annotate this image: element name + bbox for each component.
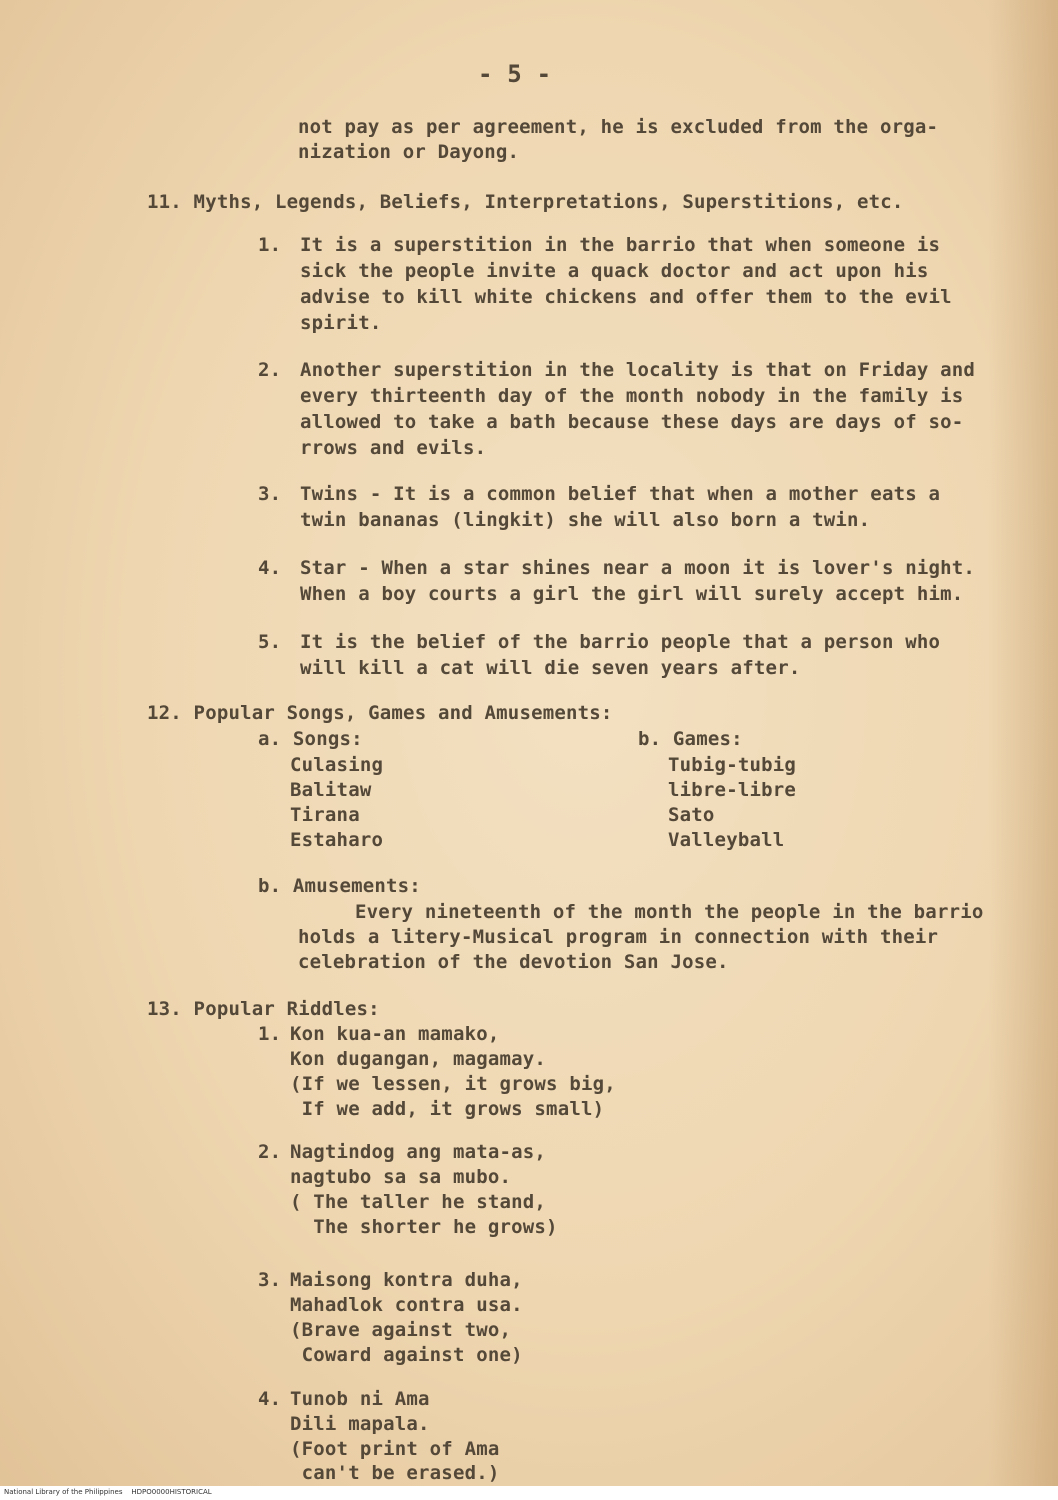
page-number: - 5 -: [478, 60, 552, 88]
riddle-line: Nagtindog ang mata-as,: [290, 1141, 547, 1163]
intro-line-1: not pay as per agreement, he is excluded from the orga-: [298, 116, 939, 138]
riddle-number: 1.: [258, 1023, 282, 1045]
item-line: sick the people invite a quack doctor and act upon his: [300, 260, 929, 282]
song-item: Estaharo: [290, 829, 384, 851]
riddle-line: If we add, it grows small): [290, 1098, 605, 1120]
section-11-heading: 11. Myths, Legends, Beliefs, Interpretations, Superstitions, etc.: [147, 191, 904, 213]
song-item: Culasing: [290, 754, 384, 776]
item-line: spirit.: [300, 312, 382, 334]
riddle-line: can't be erased.): [290, 1462, 500, 1484]
amusements-line: Every nineteenth of the month the people in the barrio: [355, 901, 984, 923]
item-line: allowed to take a bath because these days are days of so-: [300, 411, 964, 433]
riddle-line: Coward against one): [290, 1344, 523, 1366]
item-line: When a boy courts a girl the girl will surely accept him.: [300, 583, 964, 605]
song-item: Balitaw: [290, 779, 372, 801]
riddle-line: Tunob ni Ama: [290, 1388, 430, 1410]
item-number: 1.: [258, 234, 282, 256]
item-line: It is the belief of the barrio people that a person who: [300, 631, 941, 653]
item-line: advise to kill white chickens and offer them to the evil: [300, 286, 952, 308]
item-number: 5.: [258, 631, 282, 653]
item-line: Twins - It is a common belief that when a mother eats a: [300, 483, 941, 505]
riddle-line: Dili mapala.: [290, 1413, 430, 1435]
item-line: Star - When a star shines near a moon it is lover's night.: [300, 557, 976, 579]
game-item: Valleyball: [668, 829, 785, 851]
item-number: 2.: [258, 359, 282, 381]
intro-line-2: nization or Dayong.: [298, 141, 520, 163]
riddle-line: Mahadlok contra usa.: [290, 1294, 523, 1316]
riddle-line: ( The taller he stand,: [290, 1191, 547, 1213]
riddle-line: (Brave against two,: [290, 1319, 512, 1341]
riddle-line: Maisong kontra duha,: [290, 1269, 523, 1291]
amusements-label: b. Amusements:: [258, 875, 421, 897]
riddle-line: The shorter he grows): [290, 1216, 558, 1238]
riddle-line: Kon kua-an mamako,: [290, 1023, 500, 1045]
games-label: b. Games:: [638, 728, 743, 750]
riddle-line: (Foot print of Ama: [290, 1438, 500, 1460]
riddle-number: 4.: [258, 1388, 282, 1410]
item-number: 4.: [258, 557, 282, 579]
item-line: Another superstition in the locality is that on Friday and: [300, 359, 976, 381]
amusements-line: celebration of the devotion San Jose.: [298, 951, 729, 973]
game-item: Sato: [668, 804, 715, 826]
riddle-line: Kon dugangan, magamay.: [290, 1048, 547, 1070]
riddle-line: (If we lessen, it grows big,: [290, 1073, 616, 1095]
song-item: Tirana: [290, 804, 360, 826]
amusements-line: holds a litery-Musical program in connection with their: [298, 926, 939, 948]
item-line: every thirteenth day of the month nobody in the family is: [300, 385, 964, 407]
item-line: will kill a cat will die seven years after.: [300, 657, 801, 679]
songs-label: a. Songs:: [258, 728, 363, 750]
section-12-heading: 12. Popular Songs, Games and Amusements:: [147, 702, 613, 724]
game-item: Tubig-tubig: [668, 754, 797, 776]
footer-caption: National Library of the Philippines HDPO0000HISTORICAL: [4, 1488, 212, 1496]
game-item: libre-libre: [668, 779, 797, 801]
item-number: 3.: [258, 483, 282, 505]
item-line: rrows and evils.: [300, 437, 487, 459]
section-13-heading: 13. Popular Riddles:: [147, 998, 380, 1020]
item-line: twin bananas (lingkit) she will also born a twin.: [300, 509, 871, 531]
riddle-line: nagtubo sa sa mubo.: [290, 1166, 512, 1188]
riddle-number: 3.: [258, 1269, 282, 1291]
riddle-number: 2.: [258, 1141, 282, 1163]
item-line: It is a superstition in the barrio that when someone is: [300, 234, 941, 256]
